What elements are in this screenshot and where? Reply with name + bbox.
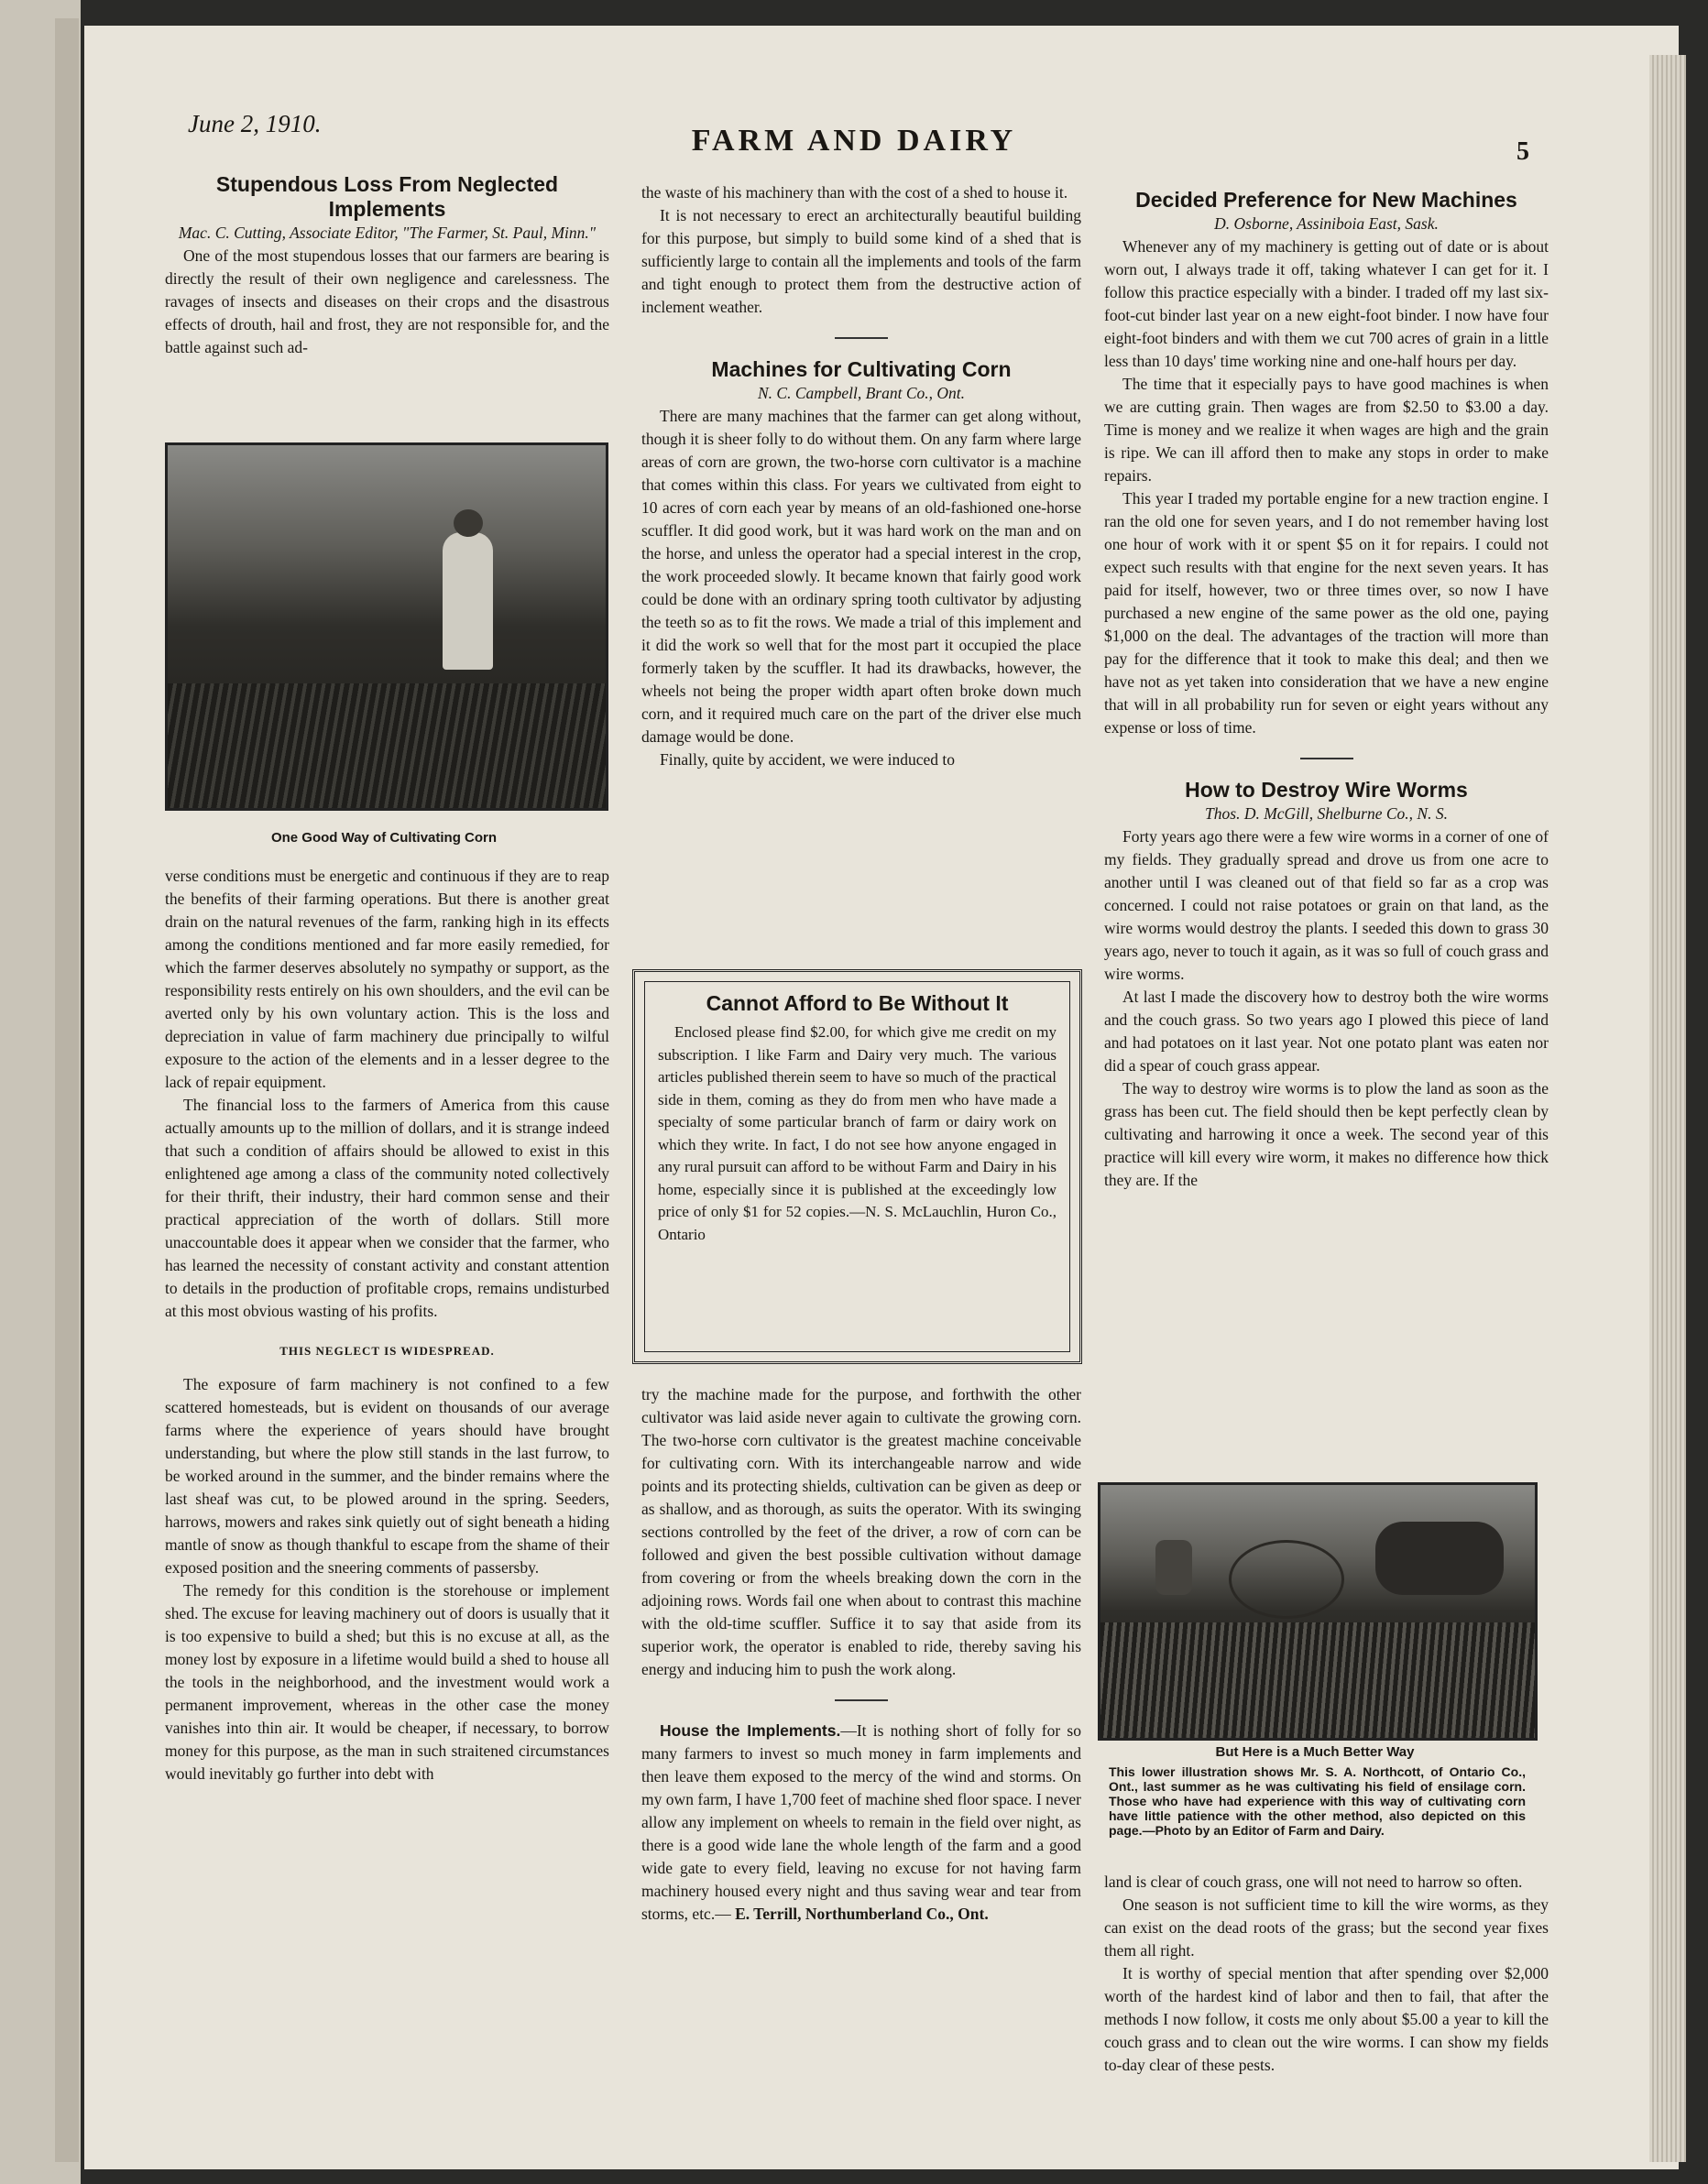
paragraph: try the machine made for the purpose, and forthwith the other cultivator was laid aside never again to cultivate the growing corn. The two-horse corn cultivator is the greatest machine conceivable for cultivating corn. With its interchangeable narrow and wide points and its protecting shields, cultivation can be given as deep or as shallow, and as thorough, as suits the operator. With its swinging sections controlled by the feet of the driver, a row of corn can be followed and given the best possible cultivation without damage from covering or from the wheels breaking down the corn in the adjoining rows. Words fail one when about to contrast this machine with the old-time scuffler. Suffice it to say that aside from its superior work, the operator is enabled to ride, thereby saving his energy and inducing him to push the work along. (641, 1385, 1081, 1678)
paragraph: Whenever any of my machinery is getting out of date or is about worn out, I always trade it off, taking whatever I can get for it. I follow this practice especially with a binder. I traded off my last six-foot-cut binder last year on a new eight-foot binder. I now have four eight-foot binders and with them we cut 700 acres of grain in a little less than 10 days' time working nine and one-half hours per day. (1104, 237, 1549, 370)
page-stack-edge (1649, 55, 1686, 2162)
paragraph: The time that it especially pays to have good machines is when we are cutting grain. Then wages are from $2.50 to $3.00 a day. Time is money and we realize it when wages are high and the grain is ripe. We can ill afford then to make any stops in order to make repairs. (1104, 375, 1549, 485)
paragraph: Finally, quite by accident, we were induced to (660, 750, 956, 769)
article-title: Decided Preference for New Machines (1135, 188, 1517, 212)
article-machines-corn (641, 181, 1081, 771)
article-neglected-implements (165, 172, 609, 359)
photo-caption: One Good Way of Cultivating Corn (270, 830, 498, 846)
page-number: 5 (1516, 137, 1529, 166)
paragraph: One season is not sufficient time to kill the wire worms, as they can exist on the dead roots of the grass; but the second year fixes them all right. (1104, 1895, 1549, 1960)
byline: Mac. C. Cutting, Associate Editor, "The Farmer, St. Paul, Minn." (178, 224, 597, 242)
article-wire-worms-cont (1104, 1871, 1549, 2077)
box-title: Cannot Afford to Be Without It (706, 991, 1009, 1015)
adjacent-page-edge (0, 0, 81, 2184)
article-new-machines (1104, 188, 1549, 1192)
article-title: Machines for Cultivating Corn (711, 357, 1012, 381)
signature: E. Terrill, Northumberland Co., Ont. (735, 1905, 989, 1923)
photo-caption: But Here is a Much Better Way (1215, 1744, 1415, 1760)
paragraph (641, 1720, 1081, 1926)
byline: N. C. Campbell, Brant Co., Ont. (757, 384, 966, 402)
article-machines-corn-cont (641, 1383, 1081, 1926)
letter-box (632, 969, 1082, 1364)
paragraph: land is clear of couch grass, one will not need to harrow so often. (1104, 1873, 1523, 1891)
paragraph: This year I traded my portable engine for a new traction engine. I ran the old one for seven years, and I do not remember having lost one hour of work with it or spent $5 on it for repairs. I could not expect such results with that engine for the next seven years. It has paid for itself, however, two or three times over, so now I have purchased a new engine of the same power as the old one, paying $1,000 on the deal. The advantages of the traction will more than pay for the difference that it took to make this deal; and then we have not as yet taken into consideration that we have a new engine that will in all probability run for seven or eight years without any expense or loss of time. (1104, 489, 1549, 737)
photo-description: This lower illustration shows Mr. S. A. Northcott, of Ontario Co., Ont., last summer as he was cultivating his field of ensilage corn. Those who have had experience with this way of cultivating corn have little patience with the other method, also depicted on this page.—Photo by an Editor of Farm and Dairy. (1109, 1764, 1526, 1838)
paragraph: At last I made the discovery how to destroy both the wire worms and the couch grass. So two years ago I plowed this piece of land and had potatoes on it last year. Not one potato plant was eaten nor did a spear of couch grass appear. (1104, 988, 1549, 1075)
paragraph: The exposure of farm machinery is not confined to a few scattered homesteads, but is evident on thousands of our average farms where the experience of years should have brought understanding, but where the plow still stands in the last furrow, to be worked around in the summer, and the binder remains where the last sheaf was cut, to be plowed around in the spring. Seeders, harrows, mowers and rakes sink quietly out of sight beneath a hiding mantle of snow as though thankful to escape from the shame of their exposed position and the sneering comments of passersby. (165, 1375, 609, 1577)
paragraph: There are many machines that the farmer can get along without, though it is sheer folly to do without them. On any farm where large areas of corn are grown, the two-horse corn cultivator is a machine that comes within this class. For years we cultivated from eight to 10 acres of corn each year by means of an old-fashioned one-horse scuffler. It did good work, but it was hard work on the man and on the horse, and unless the operator had a special interest in the crop, the work proceeded slowly. It became known that fairly good work could be done with an ordinary spring tooth cultivator by adjusting the teeth so as to fit the rows. We made a trial of this implement and it did the work so well that for the most part it occupied the place formerly taken by the scuffler. It had its drawbacks, however, the wheels not being the proper width apart often broke down much corn, and it required much care on the part of the driver else much damage would be done. (641, 407, 1081, 746)
article-title: How to Destroy Wire Worms (1185, 778, 1468, 802)
divider (835, 337, 888, 339)
paragraph: It is worthy of special mention that after spending over $2,000 worth of the hardest kind of labor and then to fail, that after the methods I now follow, it costs me only about $5.00 a year to kill the couch grass and to clean out the wire worms. I can show my fields to-day clear of these pests. (1104, 1964, 1549, 2074)
issue-date: June 2, 1910. (188, 110, 322, 137)
byline: Thos. D. McGill, Shelburne Co., N. S. (1205, 804, 1448, 823)
cultivator-horses-photo (1098, 1482, 1538, 1741)
article-neglected-implements-cont (165, 865, 609, 1785)
byline: D. Osborne, Assiniboia East, Sask. (1214, 214, 1439, 233)
paragraph: One of the most stupendous losses that our farmers are bearing is directly the result of their own negligence and carelessness. The ravages of insects and diseases on their crops and the disastrous effects of drouth, hail and frost, they are not responsible for, and the battle against such ad- (165, 246, 609, 356)
publication-title: FARM AND DAIRY (691, 124, 1017, 158)
subheading: THIS NEGLECT IS WIDESPREAD. (279, 1344, 495, 1358)
paragraph: It is not necessary to erect an architecturally beautiful building for this purpose, but simply to build some kind of a shed that is sufficiently large to contain all the implements and tools of the farm and tight enough to protect them from the destructive action of inclement weather. (641, 206, 1081, 316)
box-text: Enclosed please find $2.00, for which give me credit on my subscription. I like Farm and Dairy very much. The various articles published therein seem to have so much of the practical side in them, coming as they do from men who have made a specialty of some particular branch of farm or dairy work on which they write. In fact, I do not see how anyone engaged in any rural pursuit can afford to be without Farm and Dairy in his home, especially since it is published at the exceedingly low price of only $1 for 52 copies.—N. S. McLauchlin, Huron Co., Ontario (658, 1023, 1057, 1243)
paragraph-lead: House the Implements. (660, 1721, 841, 1740)
paragraph: The way to destroy wire worms is to plow the land as soon as the grass has been cut. The field should then be kept perfectly clean by cultivating and harrowing it once a week. The second year of this practice will kill every wire worm, it makes no difference how thick they are. If the (1104, 1079, 1549, 1189)
divider (835, 1699, 888, 1701)
cultivating-corn-photo (165, 442, 608, 811)
paragraph: The financial loss to the farmers of America from this cause actually amounts up to the million of dollars, and it is strange indeed that such a condition of affairs should be allowed to exist in this enlightened age among a class of the community noted collectively for their thrift, their industry, their hard common sense and their practical appreciation of the worth of dollars. Still more unaccountable does it appear when we consider that the farmer, who has learned the necessity of constant activity and constant attention to details in the production of profitable crops, remains undisturbed at this most obvious wasting of his profits. (165, 1096, 609, 1320)
divider (1300, 758, 1353, 759)
paragraph: verse conditions must be energetic and continuous if they are to reap the benefits of their farming operations. But there is another great drain on the natural revenues of the farm, ranking high in its effects among the conditions mentioned and far more easily remedied, for which the farmer deserves absolutely no sympathy or support, as the responsibility rests entirely on his own shoulders, and the evil can be averted only by his own voluntary action. This is the loss and depreciation in value of farm machinery due principally to wilful exposure to the action of the elements and in a lesser degree to the lack of repair equipment. (165, 867, 609, 1091)
paragraph: The remedy for this condition is the storehouse or implement shed. The excuse for leaving machinery out of doors is usually that it is too expensive to build a shed; but this is no excuse at all, as the money lost by exposure in a lifetime would build a shed to house all the tools in the neighborhood, and the investment would work a permanent improvement, whereas in the other case the money vanishes into thin air. It would be cheaper, if necessary, to borrow money for this purpose, as the man in such straitened circumstances would inevitably go further into debt with (165, 1581, 609, 1783)
paragraph: the waste of his machinery than with the cost of a shed to house it. (641, 183, 1068, 202)
paragraph-text: —It is nothing short of folly for so many farmers to invest so much money in farm implements and then leave them exposed to the mercy of the wind and storms. On my own farm, I have 1,700 feet of machine shed floor space. I never allow any implement on wheels to remain in the field over night, as there is a good wide lane the whole length of the farm and a good wide gate to every field, leaving no excuse for not having farm machinery housed every night and thus saving wear and tear from storms, etc.— (641, 1721, 1081, 1923)
article-title: Stupendous Loss From Neglected Implements (215, 172, 559, 221)
paragraph: Forty years ago there were a few wire worms in a corner of one of my fields. They gradually spread and drove us from one acre to another until I was cleaned out of that field so far as a crop was concerned. I could not raise potatoes or grain on that land, as the wire worms would destroy the plants. I seeded this down to grass 30 years ago, never to touch it again, as it was so full of couch grass and wire worms. (1104, 827, 1549, 983)
